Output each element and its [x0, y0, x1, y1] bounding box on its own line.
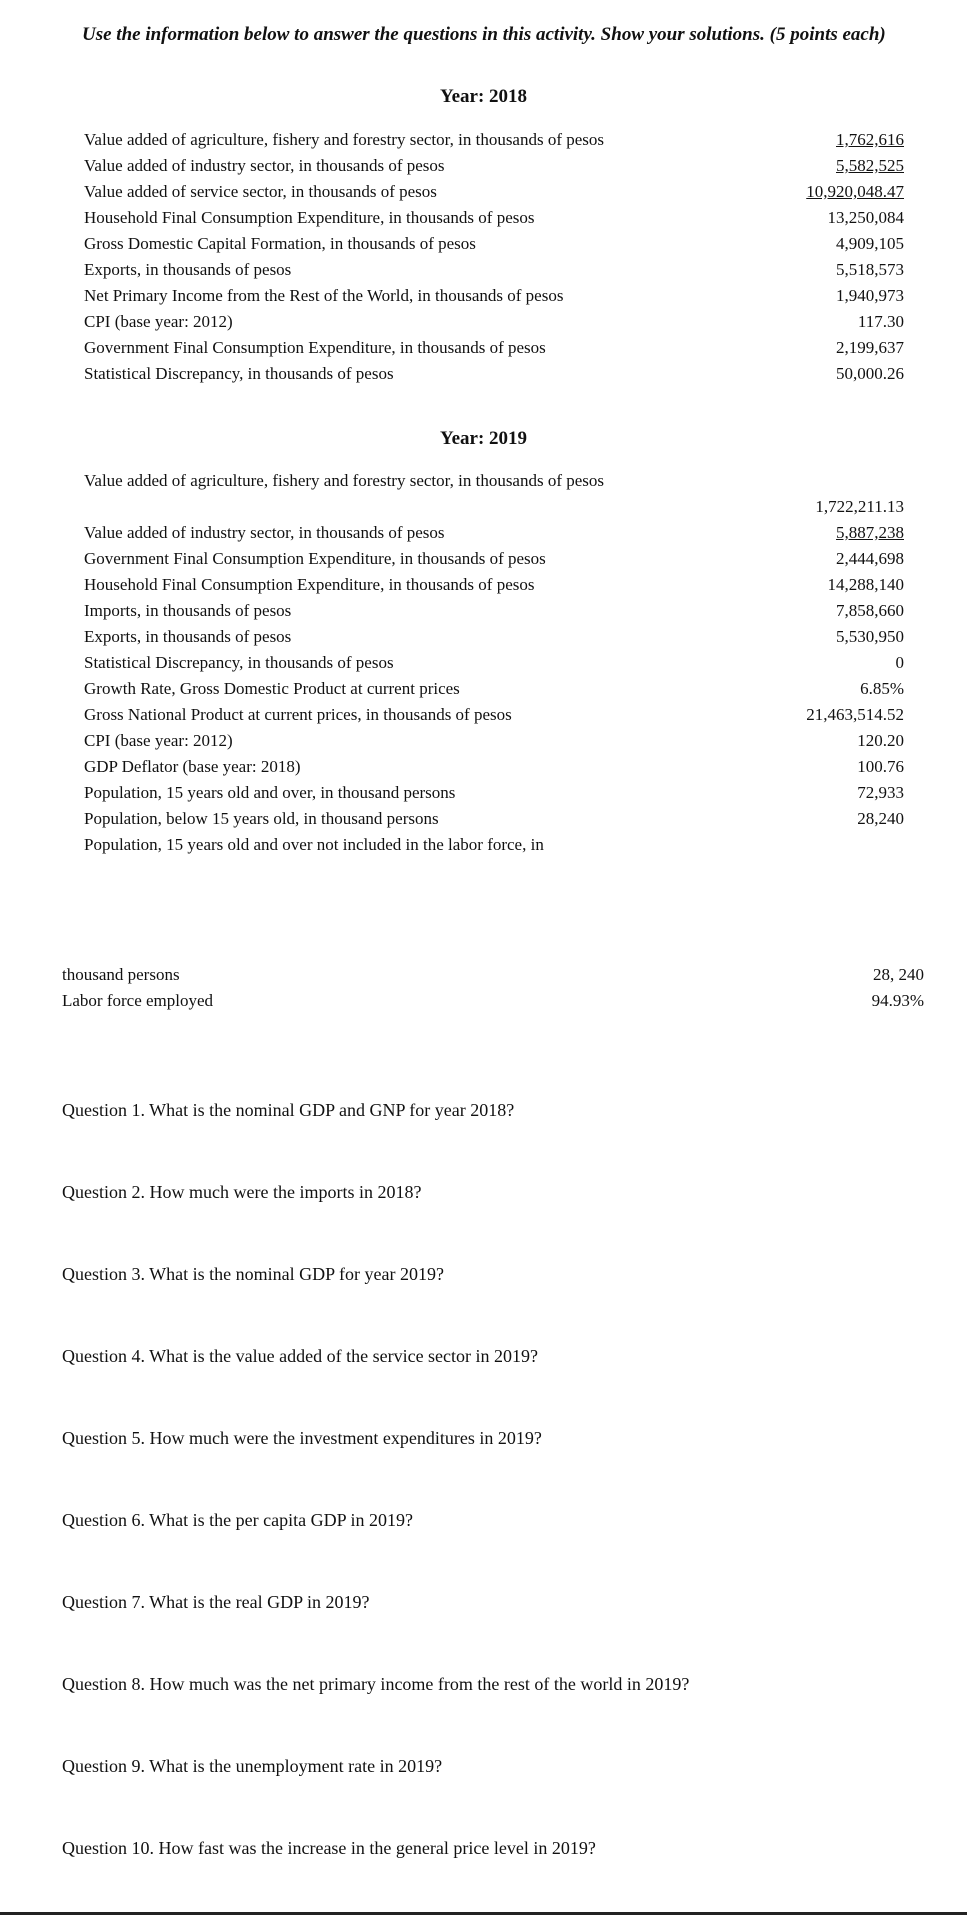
table-row	[84, 624, 904, 650]
table-row	[84, 702, 904, 728]
row-label: Value added of industry sector, in thousands of pesos	[84, 523, 445, 542]
table-row	[84, 179, 904, 205]
row-value: 2,444,698	[836, 549, 904, 568]
row-value: 100.76	[857, 757, 904, 776]
row-value: 2,199,637	[836, 338, 904, 357]
row-label: Value added of industry sector, in thousands of pesos	[84, 156, 445, 175]
table-row	[84, 231, 904, 257]
question-1: Question 1. What is the nominal GDP and GNP for year 2018?	[62, 1100, 515, 1120]
table-row	[62, 962, 924, 988]
row-label: Household Final Consumption Expenditure, in thousands of pesos	[84, 575, 535, 594]
row-value: 0	[895, 653, 904, 672]
row-label: Exports, in thousands of pesos	[84, 627, 292, 646]
row-label: Value added of agriculture, fishery and forestry sector, in thousands of pesos	[84, 130, 605, 149]
row-value: 120.20	[857, 731, 904, 750]
table-row	[84, 468, 904, 520]
year-2018-title: Year: 2018	[439, 86, 528, 107]
row-value: 50,000.26	[836, 364, 904, 383]
row-label: Value added of agriculture, fishery and forestry sector, in thousands of pesos	[84, 471, 605, 490]
table-row	[84, 650, 904, 676]
table-row	[84, 127, 904, 153]
table-row	[84, 754, 904, 780]
row-label: Gross National Product at current prices, in thousands of pesos	[84, 705, 512, 724]
year-2019-title: Year: 2019	[439, 428, 528, 449]
table-row	[84, 361, 904, 387]
table-row	[84, 598, 904, 624]
row-label: thousand persons	[62, 965, 180, 984]
row-value: 5,530,950	[836, 627, 904, 646]
row-label: CPI (base year: 2012)	[84, 312, 233, 331]
year-2019-table	[84, 468, 904, 858]
row-label: CPI (base year: 2012)	[84, 731, 233, 750]
row-value: 14,288,140	[827, 575, 904, 594]
table-row	[84, 806, 904, 832]
row-label: Population, 15 years old and over, in thousand persons	[84, 783, 456, 802]
table-row	[84, 546, 904, 572]
row-value: 21,463,514.52	[806, 705, 904, 724]
row-value: 5,887,238	[836, 523, 904, 542]
row-value: 117.30	[857, 312, 904, 331]
table-row	[84, 205, 904, 231]
row-value: 7,858,660	[836, 601, 904, 620]
row-label: Statistical Discrepancy, in thousands of pesos	[84, 653, 394, 672]
table-row	[84, 572, 904, 598]
row-label: Household Final Consumption Expenditure, in thousands of pesos	[84, 208, 535, 227]
table-row	[84, 780, 904, 806]
row-value: 1,762,616	[836, 130, 904, 149]
row-label: Population, 15 years old and over not included in the labor force, in	[84, 835, 544, 854]
row-label: Gross Domestic Capital Formation, in thousands of pesos	[84, 234, 476, 253]
row-label: Imports, in thousands of pesos	[84, 601, 292, 620]
row-label: Population, below 15 years old, in thousand persons	[84, 809, 439, 828]
question-5: Question 5. How much were the investment expenditures in 2019?	[62, 1428, 542, 1448]
question-10: Question 10. How fast was the increase in the general price level in 2019?	[62, 1838, 596, 1858]
row-label: Net Primary Income from the Rest of the World, in thousands of pesos	[84, 286, 564, 305]
question-7: Question 7. What is the real GDP in 2019?	[62, 1592, 370, 1612]
question-8: Question 8. How much was the net primary income from the rest of the world in 2019?	[62, 1674, 690, 1694]
row-label: Government Final Consumption Expenditure, in thousands of pesos	[84, 549, 546, 568]
table-row	[84, 728, 904, 754]
row-label: Exports, in thousands of pesos	[84, 260, 292, 279]
row-label: Value added of service sector, in thousands of pesos	[84, 182, 437, 201]
table-row	[84, 832, 904, 858]
row-value: 5,582,525	[836, 156, 904, 175]
year-2019-table-continued	[62, 962, 924, 1014]
table-row	[84, 309, 904, 335]
table-row	[84, 283, 904, 309]
row-label: Labor force employed	[62, 991, 214, 1010]
row-label: GDP Deflator (base year: 2018)	[84, 757, 301, 776]
row-value: 6.85%	[860, 679, 904, 698]
table-row	[84, 520, 904, 546]
table-row	[62, 988, 924, 1014]
row-value: 28, 240	[873, 965, 924, 984]
instructions: Use the information below to answer the questions in this activity. Show your solutions. (5 points each)	[82, 24, 886, 45]
row-label: Growth Rate, Gross Domestic Product at current prices	[84, 679, 460, 698]
table-row	[84, 676, 904, 702]
row-value: 5,518,573	[836, 260, 904, 279]
row-value: 10,920,048.47	[806, 182, 904, 201]
question-2: Question 2. How much were the imports in 2018?	[62, 1182, 422, 1202]
table-row	[84, 257, 904, 283]
bottom-rule	[0, 1912, 967, 1915]
question-3: Question 3. What is the nominal GDP for year 2019?	[62, 1264, 444, 1284]
row-value: 1,940,973	[836, 286, 904, 305]
row-label: Government Final Consumption Expenditure, in thousands of pesos	[84, 338, 546, 357]
row-value: 72,933	[857, 783, 904, 802]
row-value: 13,250,084	[827, 208, 904, 227]
table-row	[84, 335, 904, 361]
table-row	[84, 153, 904, 179]
question-4: Question 4. What is the value added of the service sector in 2019?	[62, 1346, 539, 1366]
question-9: Question 9. What is the unemployment rate in 2019?	[62, 1756, 443, 1776]
row-value: 94.93%	[871, 991, 924, 1010]
row-value: 1,722,211.13	[815, 497, 904, 516]
row-value: 28,240	[857, 809, 904, 828]
question-6: Question 6. What is the per capita GDP in 2019?	[62, 1510, 413, 1530]
row-value: 4,909,105	[836, 234, 904, 253]
year-2018-table	[84, 127, 904, 387]
row-label: Statistical Discrepancy, in thousands of pesos	[84, 364, 394, 383]
